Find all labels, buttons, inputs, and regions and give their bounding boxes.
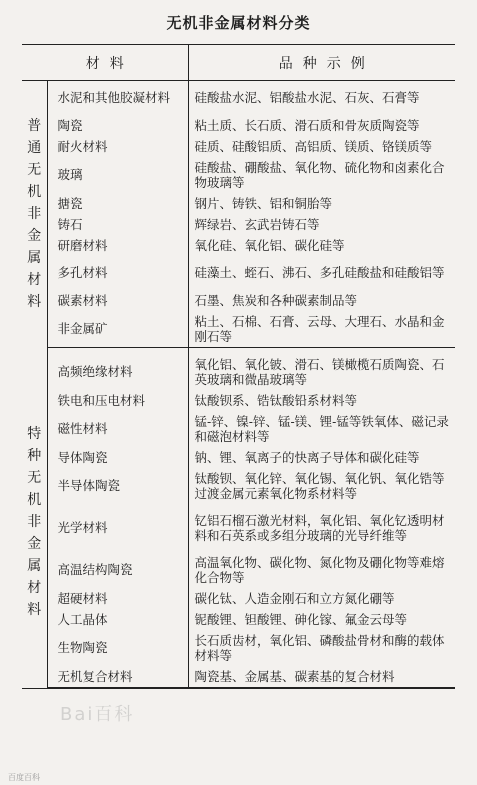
material-cell: 碳素材料 xyxy=(47,290,188,311)
material-cell: 非金属矿 xyxy=(47,311,188,348)
table-row xyxy=(22,609,455,630)
example-cell: 锰-锌、镍-锌、锰-镁、锂-锰等铁氧体、磁记录和磁泡材料等 xyxy=(194,413,449,444)
example-cell: 粘土、石棉、石膏、云母、大理石、水晶和金刚石等 xyxy=(188,311,455,348)
table-row xyxy=(22,588,455,609)
material-cell: 高温结构陶瓷 xyxy=(47,552,188,588)
material-cell: 导体陶瓷 xyxy=(47,447,188,468)
category-label: 普通无机非金属材料 xyxy=(27,118,42,310)
header-examples: 品种示例 xyxy=(188,45,455,81)
category-cell xyxy=(22,81,47,348)
table-row xyxy=(22,214,455,235)
material-cell: 无机复合材料 xyxy=(47,666,188,688)
example-cell: 长石质齿材，氧化铝、磷酸盐骨材和酶的载体材料等 xyxy=(194,632,445,663)
material-cell: 铁电和压电材料 xyxy=(47,390,188,411)
example-cell: 辉绿岩、玄武岩铸石等 xyxy=(194,216,320,232)
material-cell: 高频绝缘材料 xyxy=(47,347,188,390)
material-cell: 玻璃 xyxy=(47,157,188,193)
material-cell: 搪瓷 xyxy=(47,193,188,214)
example-cell: 钢片、铸铁、铝和铜胎等 xyxy=(194,195,333,211)
material-cell: 多孔材料 xyxy=(47,256,188,290)
table-row xyxy=(22,290,455,311)
table-row xyxy=(22,81,455,115)
material-cell: 研磨材料 xyxy=(47,235,188,256)
material-cell: 陶瓷 xyxy=(47,115,188,136)
table-row xyxy=(22,193,455,214)
table-title: 无机非金属材料分类 xyxy=(166,14,311,32)
example-cell: 硅质、硅酸铝质、高铝质、镁质、铬镁质等 xyxy=(194,138,433,154)
example-cell: 粘土质、长石质、滑石质和骨灰质陶瓷等 xyxy=(194,117,420,133)
header-material: 材料 xyxy=(22,45,188,81)
example-cell: 钇铝石榴石激光材料，氧化铝、氧化钇透明材料和石英系或多组分玻璃的光导纤维等 xyxy=(194,512,445,543)
table-row xyxy=(22,390,455,411)
material-cell: 生物陶瓷 xyxy=(47,630,188,666)
material-cell: 光学材料 xyxy=(47,504,188,552)
example-cell: 铌酸锂、钽酸锂、砷化镓、氟金云母等 xyxy=(194,611,408,627)
watermark: Bai百科 xyxy=(60,704,135,725)
table-row xyxy=(22,666,455,688)
table-row xyxy=(22,504,455,552)
footer-mark: 百度百科 xyxy=(8,773,40,782)
example-cell: 硅酸盐、硼酸盐、氧化物、硫化物和卤素化合物玻璃等 xyxy=(194,159,445,190)
header-row xyxy=(22,45,455,81)
table-row xyxy=(22,552,455,588)
table-row xyxy=(22,630,455,666)
table-row xyxy=(22,311,455,348)
example-cell: 钛酸钡、氧化锌、氧化锡、氧化钒、氧化锆等过渡金属元素氧化物系材料等 xyxy=(194,470,445,501)
table-row xyxy=(22,136,455,157)
example-cell: 高温氧化物、碳化物、氮化物及硼化物等难熔化合物等 xyxy=(194,554,445,585)
material-cell: 半导体陶瓷 xyxy=(47,468,188,504)
classification-table xyxy=(22,44,455,689)
material-cell: 人工晶体 xyxy=(47,609,188,630)
table-row xyxy=(22,235,455,256)
example-cell: 石墨、焦炭和各种碳素制品等 xyxy=(194,292,358,308)
table-row xyxy=(22,115,455,136)
material-cell: 水泥和其他胶凝材料 xyxy=(47,81,188,115)
table-row xyxy=(22,447,455,468)
material-cell: 耐火材料 xyxy=(47,136,188,157)
example-cell: 氧化铝、氧化铍、滑石、镁橄榄石质陶瓷、石英玻璃和微晶玻璃等 xyxy=(194,356,445,387)
material-cell: 铸石 xyxy=(47,214,188,235)
material-cell: 超硬材料 xyxy=(47,588,188,609)
example-cell: 钠、锂、氧离子的快离子导体和碳化硅等 xyxy=(194,449,420,465)
category-label: 特种无机非金属材料 xyxy=(27,425,42,618)
table-row xyxy=(22,157,455,193)
example-cell: 碳化钛、人造金刚石和立方氮化硼等 xyxy=(194,590,395,606)
table-row xyxy=(22,347,455,390)
example-cell: 陶瓷基、金属基、碳素基的复合材料 xyxy=(188,666,455,688)
material-cell: 磁性材料 xyxy=(47,411,188,447)
category-cell xyxy=(22,347,47,687)
example-cell: 氧化硅、氧化铝、碳化硅等 xyxy=(194,237,345,253)
example-cell: 硅酸盐水泥、铝酸盐水泥、石灰、石膏等 xyxy=(194,90,420,106)
example-cell: 钛酸钡系、锆钛酸铅系材料等 xyxy=(194,392,358,408)
table-row xyxy=(22,468,455,504)
table-body xyxy=(22,81,455,688)
table-row xyxy=(22,411,455,447)
example-cell: 硅藻土、蛭石、沸石、多孔硅酸盐和硅酸铝等 xyxy=(194,265,445,280)
table-row xyxy=(22,256,455,290)
